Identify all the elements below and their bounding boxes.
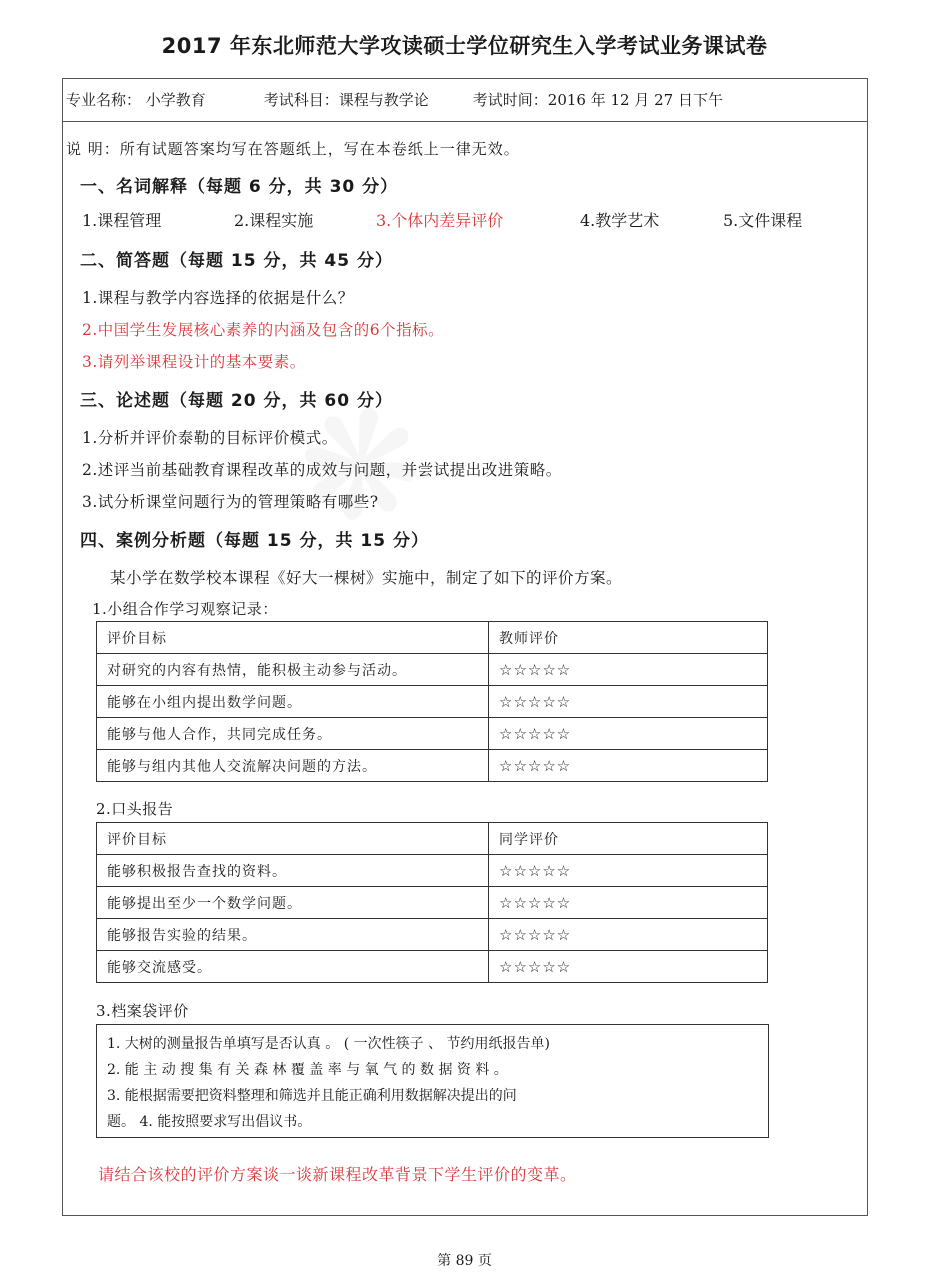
table-header-row <box>97 622 768 654</box>
exam-note: 说 明：所有试题答案均写在答题纸上，写在本卷纸上一律无效。 <box>66 140 520 158</box>
table-row <box>97 951 768 983</box>
section2-heading: 二、简答题（每题 15 分，共 45 分） <box>80 251 393 271</box>
table-row <box>97 919 768 951</box>
term-3: 3.个体内差异评价 <box>376 211 504 230</box>
row-goal: 能够积极报告查找的资料。 <box>97 855 489 887</box>
portfolio-box <box>96 1024 769 1138</box>
section3-heading: 三、论述题（每题 20 分，共 60 分） <box>80 391 393 411</box>
table-header-eval: 同学评价 <box>489 823 768 855</box>
row-stars: ☆☆☆☆☆ <box>489 750 768 782</box>
row-stars: ☆☆☆☆☆ <box>489 887 768 919</box>
folder-caption: 3.档案袋评价 <box>96 1002 189 1020</box>
section3-q1: 1.分析并评价泰勒的目标评价模式。 <box>82 429 338 447</box>
table-row <box>97 750 768 782</box>
time-label: 考试时间：2016 年 12 月 27 日下午 <box>472 91 723 109</box>
section3-q3: 3.试分析课堂问题行为的管理策略有哪些? <box>82 493 379 511</box>
major-label: 专业名称： 小学教育 <box>66 91 206 109</box>
case-question: 请结合该校的评价方案谈一谈新课程改革背景下学生评价的变革。 <box>98 1165 577 1184</box>
row-goal: 能够报告实验的结果。 <box>97 919 489 951</box>
table-row <box>97 718 768 750</box>
table-row <box>97 855 768 887</box>
row-goal: 对研究的内容有热情，能积极主动参与活动。 <box>97 654 489 686</box>
portfolio-line-3: 3. 能根据需要把资料整理和筛选并且能正确利用数据解决提出的问 <box>107 1088 517 1104</box>
row-stars: ☆☆☆☆☆ <box>489 855 768 887</box>
table-header-goal: 评价目标 <box>97 622 489 654</box>
section1-heading: 一、名词解释（每题 6 分，共 30 分） <box>80 177 399 197</box>
row-goal: 能够与他人合作，共同完成任务。 <box>97 718 489 750</box>
row-stars: ☆☆☆☆☆ <box>489 686 768 718</box>
term-1: 1.课程管理 <box>82 211 162 230</box>
observation-table <box>96 621 768 782</box>
exam-title: 2017 年东北师范大学攻读硕士学位研究生入学考试业务课试卷 <box>161 34 768 58</box>
term-2: 2.课程实施 <box>234 211 314 230</box>
oral-report-table <box>96 822 768 983</box>
page-number: 第 89 页 <box>437 1253 492 1269</box>
row-goal: 能够在小组内提出数学问题。 <box>97 686 489 718</box>
row-stars: ☆☆☆☆☆ <box>489 919 768 951</box>
table-row <box>97 887 768 919</box>
table2-caption: 2.口头报告 <box>96 800 174 818</box>
table-row <box>97 686 768 718</box>
subject-label: 考试科目：课程与教学论 <box>263 91 429 109</box>
row-stars: ☆☆☆☆☆ <box>489 951 768 983</box>
row-stars: ☆☆☆☆☆ <box>489 718 768 750</box>
portfolio-line-4: 题。 4. 能按照要求写出倡议书。 <box>107 1114 312 1130</box>
section2-q1: 1.课程与教学内容选择的依据是什么？ <box>82 289 354 307</box>
term-4: 4.教学艺术 <box>580 211 660 230</box>
section4-heading: 四、案例分析题（每题 15 分，共 15 分） <box>80 531 429 551</box>
table1-caption: 1.小组合作学习观察记录： <box>92 600 278 618</box>
row-goal: 能够提出至少一个数学问题。 <box>97 887 489 919</box>
table-row <box>97 654 768 686</box>
table-header-eval: 教师评价 <box>489 622 768 654</box>
section4-intro: 某小学在数学校本课程《好大一棵树》实施中，制定了如下的评价方案。 <box>110 569 623 587</box>
section3-q2: 2.述评当前基础教育课程改革的成效与问题，并尝试提出改进策略。 <box>82 461 562 479</box>
term-5: 5.文件课程 <box>723 211 803 230</box>
table-header-row <box>97 823 768 855</box>
section2-q3: 3.请列举课程设计的基本要素。 <box>82 353 306 371</box>
exam-header <box>62 78 868 122</box>
row-goal: 能够与组内其他人交流解决问题的方法。 <box>97 750 489 782</box>
row-goal: 能够交流感受。 <box>97 951 489 983</box>
section2-q2: 2.中国学生发展核心素养的内涵及包含的6个指标。 <box>82 321 445 339</box>
portfolio-line-2: 2. 能 主 动 搜 集 有 关 森 林 覆 盖 率 与 氧 气 的 数 据 资 料 。 <box>107 1062 508 1078</box>
portfolio-line-1: 1. 大树的测量报告单填写是否认真 。 ( 一次性筷子 、 节约用纸报告单) <box>107 1036 550 1052</box>
row-stars: ☆☆☆☆☆ <box>489 654 768 686</box>
table-header-goal: 评价目标 <box>97 823 489 855</box>
